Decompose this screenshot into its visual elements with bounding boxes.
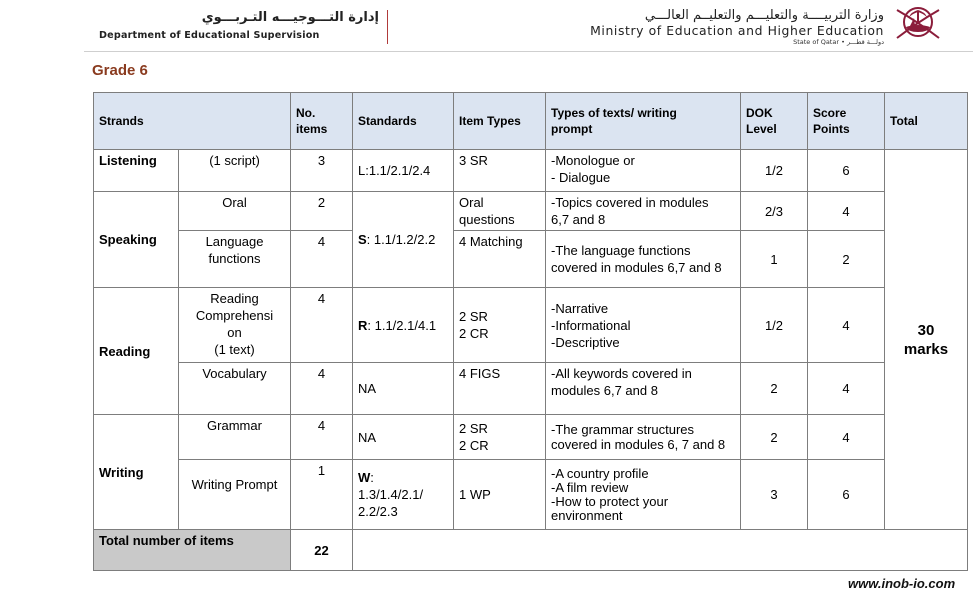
- score-cell: 2: [808, 231, 885, 288]
- department-block: [93, 10, 388, 44]
- item-type-cell: 4 FIGS: [454, 363, 546, 415]
- header-strands: Strands: [94, 93, 291, 150]
- item-type-cell: 3 SR: [454, 150, 546, 192]
- standard-cell: R: 1.1/2.1/4.1: [353, 288, 454, 363]
- specification-table: [93, 92, 968, 571]
- table-row-reading-vocabulary: [94, 363, 968, 415]
- standard-cell: S: 1.1/1.2/2.2: [353, 192, 454, 288]
- header-standards: Standards: [353, 93, 454, 150]
- text-types-cell: -All keywords covered in modules 6,7 and 8: [546, 363, 741, 415]
- header-no-items: No. items: [291, 93, 353, 150]
- table-header-row: [94, 93, 968, 150]
- dok-cell: 2: [741, 363, 808, 415]
- item-type-cell: 1 WP: [454, 460, 546, 530]
- table-row-listening: [94, 150, 968, 192]
- text-types-cell: -Narrative -Informational -Descriptive: [546, 288, 741, 363]
- item-type-cell: 2 SR 2 CR: [454, 415, 546, 460]
- strand-speaking: Speaking: [94, 192, 179, 288]
- items-count: 4: [291, 231, 353, 288]
- grade-title: Grade 6: [92, 62, 148, 79]
- standard-cell: W: 1.3/1.4/2.1/ 2.2/2.3: [353, 460, 454, 530]
- page-header: [0, 0, 973, 48]
- strand-writing: Writing: [94, 415, 179, 530]
- items-count: 4: [291, 415, 353, 460]
- total-items-value: 22: [291, 530, 353, 571]
- footer-empty-cell: [353, 530, 968, 571]
- dok-cell: 1: [741, 231, 808, 288]
- standard-cell: NA: [353, 415, 454, 460]
- ministry-block: [526, 10, 884, 46]
- department-name-arabic: إدارة التـــوجيـــه التـربـــوي: [201, 10, 379, 25]
- sub-strand: Grammar: [179, 415, 291, 460]
- score-cell: 4: [808, 288, 885, 363]
- dok-cell: 3: [741, 460, 808, 530]
- header-score: Score Points: [808, 93, 885, 150]
- header-text-types: Types of texts/ writing prompt: [546, 93, 741, 150]
- items-count: 3: [291, 150, 353, 192]
- table-row-writing-prompt: [94, 460, 968, 530]
- table-row-speaking-oral: [94, 192, 968, 231]
- table-row-speaking-language: [94, 231, 968, 288]
- dok-cell: 2: [741, 415, 808, 460]
- items-count: 1: [291, 460, 353, 530]
- score-cell: 4: [808, 363, 885, 415]
- department-name-english: Department of Educational Supervision: [99, 30, 320, 41]
- items-count: 4: [291, 363, 353, 415]
- sub-strand: Language functions: [179, 231, 291, 288]
- header-divider: [84, 51, 973, 52]
- text-types-cell: -The language functions covered in modules 6,7 and 8: [546, 231, 741, 288]
- text-types-cell: -Monologue or - Dialogue: [546, 150, 741, 192]
- total-items-label: Total number of items: [94, 530, 291, 571]
- text-types-cell: -A country profile -A film review -How to protect your environment: [546, 460, 741, 530]
- score-cell: 4: [808, 192, 885, 231]
- table-footer-row: [94, 530, 968, 571]
- sub-strand: Oral: [179, 192, 291, 231]
- ministry-name-arabic: وزارة التربيــــة والتعليـــم والتعليــم العالـــي: [644, 8, 884, 23]
- items-count: 4: [291, 288, 353, 363]
- text-types-cell: -The grammar structures covered in modules 6, 7 and 8: [546, 415, 741, 460]
- text-types-cell: -Topics covered in modules 6,7 and 8: [546, 192, 741, 231]
- score-cell: 6: [808, 150, 885, 192]
- standard-cell: L:1.1/2.1/2.4: [353, 150, 454, 192]
- item-type-cell: 4 Matching: [454, 231, 546, 288]
- state-label: State of Qatar • دولـــة قطـــر: [793, 38, 884, 46]
- ministry-name-english: Ministry of Education and Higher Education: [590, 23, 884, 38]
- header-total: Total: [885, 93, 968, 150]
- sub-strand: Vocabulary: [179, 363, 291, 415]
- items-count: 2: [291, 192, 353, 231]
- table-row-writing-grammar: [94, 415, 968, 460]
- dok-cell: 1/2: [741, 150, 808, 192]
- item-type-cell: Oral questions: [454, 192, 546, 231]
- score-cell: 4: [808, 415, 885, 460]
- strand-listening: Listening: [94, 150, 179, 192]
- sub-strand: Reading Comprehensi on (1 text): [179, 288, 291, 363]
- qatar-emblem-icon: [893, 2, 943, 46]
- footer-url: www.inob-io.com: [848, 576, 956, 591]
- dok-cell: 2/3: [741, 192, 808, 231]
- sub-strand: Writing Prompt: [179, 460, 291, 530]
- item-type-cell: 2 SR 2 CR: [454, 288, 546, 363]
- table-row-reading-comprehension: [94, 288, 968, 363]
- total-marks-cell: 30 marks: [885, 150, 968, 530]
- header-item-types: Item Types: [454, 93, 546, 150]
- dok-cell: 1/2: [741, 288, 808, 363]
- strand-reading: Reading: [94, 288, 179, 415]
- header-dok: DOK Level: [741, 93, 808, 150]
- standard-cell: NA: [353, 363, 454, 415]
- sub-strand: (1 script): [179, 150, 291, 192]
- score-cell: 6: [808, 460, 885, 530]
